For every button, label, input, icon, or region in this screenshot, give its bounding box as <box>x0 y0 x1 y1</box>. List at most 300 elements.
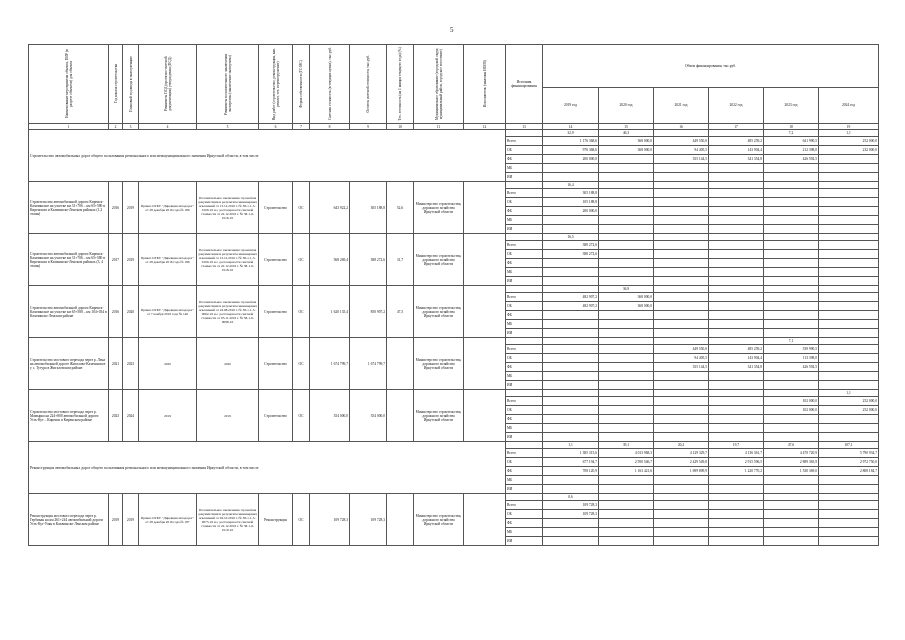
percent-row <box>29 494 879 501</box>
expertise-details: 2020 <box>197 338 259 390</box>
column-number: 5 <box>197 124 259 130</box>
funding-value: 368 000,0 <box>599 302 654 311</box>
funding-source: МБ <box>506 164 543 173</box>
page-number: 5 <box>450 26 454 34</box>
percent-cell <box>654 130 709 137</box>
percent-cell: 1,1 <box>819 390 879 397</box>
funding-value: 341 354,8 <box>709 155 764 164</box>
percent-cell <box>764 234 819 241</box>
funding-value <box>654 241 709 250</box>
funding-value <box>764 320 819 329</box>
funding-value <box>709 406 764 415</box>
funding-value: 102 000,0 <box>764 397 819 406</box>
funding-value <box>764 302 819 311</box>
funding-value: 1 385 315,6 <box>543 449 599 458</box>
funding-title: Объем финансирования, тыс.руб. <box>543 45 879 88</box>
funding-value <box>764 268 819 277</box>
funding-value <box>709 198 764 207</box>
remaining-cost: 305 188,8 <box>350 182 387 234</box>
funding-value <box>819 311 879 320</box>
funding-source: ОБ <box>506 302 543 311</box>
remaining-cost: 850 907,2 <box>350 286 387 338</box>
funding-value <box>654 485 709 494</box>
funding-value: 109 728,3 <box>543 510 599 519</box>
funding-value: 212 398,0 <box>764 146 819 155</box>
work-type: Строительство <box>259 338 293 390</box>
percent-cell: 107,1 <box>819 442 879 449</box>
percent-cell <box>654 286 709 293</box>
funding-value: 1 530 369,0 <box>764 467 819 476</box>
funding-source: ИИ <box>506 329 543 338</box>
percent-cell: 39,1 <box>599 442 654 449</box>
funding-value <box>543 320 599 329</box>
funding-source: ИИ <box>506 173 543 182</box>
remaining-cost: 109 728,3 <box>350 494 387 546</box>
funding-value: 143 904,4 <box>709 146 764 155</box>
funding-value <box>654 302 709 311</box>
funding-value <box>654 207 709 216</box>
funding-value <box>654 537 709 546</box>
percent-row <box>29 442 879 449</box>
funding-value: 368 000,0 <box>599 146 654 155</box>
funding-value <box>819 225 879 234</box>
funding-value <box>543 173 599 182</box>
funding-source: МБ <box>506 424 543 433</box>
funding-value <box>599 329 654 338</box>
funding-value <box>654 501 709 510</box>
ownership: ОС <box>293 286 310 338</box>
funding-value <box>599 277 654 286</box>
funding-value <box>599 268 654 277</box>
funding-value <box>764 519 819 528</box>
municipality <box>464 182 506 234</box>
funding-source: Всего <box>506 241 543 250</box>
funding-value <box>654 250 709 259</box>
funding-source: ФБ <box>506 519 543 528</box>
funding-source: ОБ <box>506 198 543 207</box>
funding-source: ФБ <box>506 311 543 320</box>
funding-value <box>543 268 599 277</box>
start-year: 2016 <box>109 182 123 234</box>
funding-value <box>709 501 764 510</box>
funding-value <box>819 510 879 519</box>
column-number: 4 <box>139 124 197 130</box>
funding-value <box>543 406 599 415</box>
readiness <box>387 494 414 546</box>
funding-value: 5 790 934,7 <box>819 449 879 458</box>
section-title: Реконструкция автомобильных дорог общего пользования регионального или межмуниципального значения Иркутской области, в том числе <box>29 442 506 494</box>
funding-value <box>709 381 764 390</box>
column-number: 8 <box>310 124 350 130</box>
funding-value <box>819 164 879 173</box>
funding-value <box>543 164 599 173</box>
funding-value <box>709 189 764 198</box>
funding-value <box>764 225 819 234</box>
header-col5: Реквизиты положительного заключения экспертизы (заключение экспертизы) <box>197 45 259 124</box>
funding-value <box>654 293 709 302</box>
executor: Министерство строительства, дорожного хозяйства Иркутской области <box>414 390 464 442</box>
funding-value <box>764 528 819 537</box>
funding-value <box>543 476 599 485</box>
end-year: 2019 <box>123 234 139 286</box>
funding-source: ФБ <box>506 155 543 164</box>
funding-value <box>654 519 709 528</box>
year-header: 2024 год <box>819 87 879 123</box>
funding-value: 4 470 720,9 <box>764 449 819 458</box>
year-header: 2022 год <box>709 87 764 123</box>
funding-value: 1 163 421,6 <box>599 467 654 476</box>
estimated-cost: 568 269,4 <box>310 234 350 286</box>
funding-value <box>819 302 879 311</box>
header-col3: Плановый год ввода в эксплуатацию <box>123 45 139 124</box>
funding-value <box>599 354 654 363</box>
funding-value: 2 808 184,7 <box>819 467 879 476</box>
funding-source: ФБ <box>506 363 543 372</box>
funding-value <box>819 424 879 433</box>
funding-value: 305 188,8 <box>543 189 599 198</box>
funding-value <box>599 424 654 433</box>
funding-value <box>709 519 764 528</box>
percent-cell <box>599 234 654 241</box>
funding-source: МБ <box>506 216 543 225</box>
funding-value <box>819 485 879 494</box>
start-year: 2021 <box>109 338 123 390</box>
remaining-cost: 354 000,0 <box>350 390 387 442</box>
funding-value: 113 398,0 <box>764 354 819 363</box>
funding-source: ИИ <box>506 381 543 390</box>
funding-value <box>819 519 879 528</box>
readiness: 31,7 <box>387 234 414 286</box>
funding-source: ФБ <box>506 207 543 216</box>
funding-value <box>709 329 764 338</box>
funding-value <box>764 329 819 338</box>
funding-source: ИИ <box>506 485 543 494</box>
funding-value <box>599 241 654 250</box>
funding-value <box>709 528 764 537</box>
funding-value <box>819 372 879 381</box>
percent-row <box>29 338 879 345</box>
funding-value: 105 188,8 <box>543 198 599 207</box>
funding-value: 482 907,2 <box>543 302 599 311</box>
funding-value <box>543 216 599 225</box>
funding-value <box>709 164 764 173</box>
column-number: 18 <box>764 124 819 130</box>
column-number: 10 <box>387 124 414 130</box>
header-col10: Тех. готовность (на 1 января текущего года) (%) <box>387 45 414 124</box>
percent-cell <box>654 390 709 397</box>
funding-value <box>819 189 879 198</box>
estimated-cost: 354 000,0 <box>310 390 350 442</box>
source-blank <box>506 442 543 449</box>
funding-value <box>709 216 764 225</box>
funding-value <box>599 485 654 494</box>
start-year: 2017 <box>109 234 123 286</box>
municipality <box>464 494 506 546</box>
funding-value <box>819 207 879 216</box>
percent-row <box>29 182 879 189</box>
percent-cell: 19,7 <box>709 442 764 449</box>
funding-value <box>599 311 654 320</box>
funding-value <box>819 277 879 286</box>
funding-value <box>764 415 819 424</box>
funding-value <box>543 329 599 338</box>
remaining-cost: 1 674 799,7 <box>350 338 387 390</box>
funding-value <box>764 277 819 286</box>
funding-value: 355 144,5 <box>654 155 709 164</box>
funding-value <box>654 189 709 198</box>
psd-details: Приказ ОГКУ "Дирекция автодорог" от 7 ноября 2016 года № 146 <box>139 286 197 338</box>
expertise-details: Положительное заключение: проектная документация и результаты инженерных изысканий от 13.12.2016 г. № 38-1-1-3-0109-16 и о достоверности сметной стоимости от 22.12.2016 г. № 38-1-6-0116-16 <box>197 182 259 234</box>
funding-value: 388 272,6 <box>543 250 599 259</box>
end-year: 2020 <box>123 286 139 338</box>
funding-value <box>654 173 709 182</box>
funding-value: 94 405,5 <box>654 146 709 155</box>
funding-value <box>543 519 599 528</box>
percent-cell <box>709 234 764 241</box>
funding-value <box>819 476 879 485</box>
funding-value <box>819 198 879 207</box>
funding-value <box>599 381 654 390</box>
column-number: 15 <box>599 124 654 130</box>
funding-value: 102 000,0 <box>764 406 819 415</box>
municipality <box>464 286 506 338</box>
funding-value <box>819 433 879 442</box>
executor: Министерство строительства, дорожного хозяйства Иркутской области <box>414 182 464 234</box>
source-blank <box>506 130 543 137</box>
work-type: Строительство <box>259 182 293 234</box>
column-number: 13 <box>506 124 543 130</box>
estimated-cost: 643 922,2 <box>310 182 350 234</box>
readiness <box>387 338 414 390</box>
funding-value: 2 889 365,9 <box>764 458 819 467</box>
funding-source: Всего <box>506 293 543 302</box>
source-blank <box>506 494 543 501</box>
funding-value <box>599 164 654 173</box>
object-name: Реконструкция мостового перехода через р. Гербикан на км 261+244 автомобильной дороги Усть-Кут-Уоян в Казачинско-Ленском районе <box>29 494 109 546</box>
percent-cell: 0,6 <box>543 494 599 501</box>
funding-source: ОБ <box>506 354 543 363</box>
work-type: Реконструкция <box>259 494 293 546</box>
funding-value <box>709 259 764 268</box>
funding-value <box>599 433 654 442</box>
funding-value <box>709 510 764 519</box>
funding-source: ОБ <box>506 406 543 415</box>
funding-value <box>599 207 654 216</box>
funding-value <box>764 207 819 216</box>
percent-cell <box>654 338 709 345</box>
source-blank <box>506 390 543 397</box>
expertise-details: Положительное заключение: проектная документация и результаты инженерных изысканий от 04.10.2016 г. № 38-1-1-3-0075-16 и о достоверности сметной стоимости от 22.12.2016 г. № 38-1-6-0119-16 <box>197 494 259 546</box>
funding-value: 200 000,0 <box>543 207 599 216</box>
section-title: Строительство автомобильных дорог общего пользования регионального или межмуниципального значения Иркутской области, в том числе <box>29 130 506 182</box>
ownership: ОС <box>293 234 310 286</box>
funding-value <box>709 485 764 494</box>
funding-value <box>543 345 599 354</box>
municipality <box>464 390 506 442</box>
funding-value: 355 144,5 <box>654 363 709 372</box>
funding-value <box>543 259 599 268</box>
funding-value <box>819 268 879 277</box>
funding-value <box>654 164 709 173</box>
percent-cell <box>709 390 764 397</box>
funding-value <box>599 173 654 182</box>
funding-value <box>599 372 654 381</box>
percent-cell: 1,1 <box>543 442 599 449</box>
funding-value <box>819 173 879 182</box>
percent-cell: 36,9 <box>599 286 654 293</box>
funding-value <box>709 277 764 286</box>
funding-value <box>709 293 764 302</box>
funding-source: ОБ <box>506 458 543 467</box>
funding-value: 200 000,0 <box>543 155 599 164</box>
funding-value <box>819 216 879 225</box>
executor: Министерство строительства, дорожного хозяйства Иркутской области <box>414 494 464 546</box>
funding-source: Всего <box>506 137 543 146</box>
object-name: Строительство автомобильной дороги Киренск-Казачинское на участке км 31+706 – км 65+580 в Киренском и Казачинско-Ленском районах (1,2 этапы) <box>29 182 109 234</box>
funding-value <box>819 241 879 250</box>
funding-value: 2 950 546,7 <box>599 458 654 467</box>
percent-row <box>29 130 879 137</box>
funding-value <box>709 225 764 234</box>
funding-source: ИИ <box>506 537 543 546</box>
funding-value <box>599 519 654 528</box>
psd-details: 2019 <box>139 390 197 442</box>
start-year: 2016 <box>109 286 123 338</box>
estimated-cost: 1 620 135,4 <box>310 286 350 338</box>
readiness: 47,5 <box>387 286 414 338</box>
remaining-cost: 388 272,6 <box>350 234 387 286</box>
header-col9: Остаток сметной стоимости, тыс.руб. <box>350 45 387 124</box>
estimated-cost: 109 728,3 <box>310 494 350 546</box>
expertise-details: Положительное заключение: проектная документация и результаты инженерных изысканий от 13.12.2016 г. № 38-1-1-3-0109-16 и о достоверности сметной стоимости от 22.12.2016 г. № 38-1-6-0118-16 <box>197 234 259 286</box>
percent-cell <box>764 286 819 293</box>
funding-value <box>599 198 654 207</box>
percent-row <box>29 234 879 241</box>
header-col2: Год начала строительства <box>109 45 123 124</box>
funding-value <box>599 216 654 225</box>
funding-value <box>654 397 709 406</box>
funding-value: 485 259,2 <box>709 345 764 354</box>
percent-cell <box>709 286 764 293</box>
column-number: 14 <box>543 124 599 130</box>
funding-value <box>599 501 654 510</box>
object-name: Строительство мостового перехода через р. Мамырка на 224+800 автомобильной дороги Усть-Кут – Киренск в Киренском районе <box>29 390 109 442</box>
municipality <box>464 338 506 390</box>
funding-source: МБ <box>506 476 543 485</box>
funding-value: 368 000,0 <box>599 293 654 302</box>
funding-value <box>709 302 764 311</box>
start-year: 2023 <box>109 390 123 442</box>
funding-value <box>599 397 654 406</box>
end-year: 2023 <box>123 338 139 390</box>
funding-value <box>709 241 764 250</box>
funding-value <box>599 476 654 485</box>
funding-value <box>599 528 654 537</box>
column-number: 1 <box>29 124 109 130</box>
funding-value <box>599 189 654 198</box>
funding-value <box>543 415 599 424</box>
funding-value <box>764 501 819 510</box>
funding-value <box>599 320 654 329</box>
work-type: Строительство <box>259 234 293 286</box>
funding-value: 449 550,0 <box>654 345 709 354</box>
funding-value: 539 990,5 <box>764 345 819 354</box>
funding-value: 252 000,0 <box>819 406 879 415</box>
funding-value <box>764 381 819 390</box>
funding-source: ФБ <box>506 259 543 268</box>
funding-value: 641 990,5 <box>764 137 819 146</box>
executor: Министерство строительства, дорожного хозяйства Иркутской области <box>414 338 464 390</box>
funding-source: Всего <box>506 189 543 198</box>
funding-value <box>654 433 709 442</box>
percent-row <box>29 286 879 293</box>
funding-value <box>764 510 819 519</box>
source-blank <box>506 182 543 189</box>
year-header: 2021 год <box>654 87 709 123</box>
funding-value <box>599 250 654 259</box>
funding-value <box>764 293 819 302</box>
funding-value <box>599 345 654 354</box>
funding-value <box>764 250 819 259</box>
funding-value: 109 728,3 <box>543 501 599 510</box>
funding-source: Всего <box>506 345 543 354</box>
funding-value <box>819 250 879 259</box>
funding-source: ОБ <box>506 510 543 519</box>
header-col13: Источник финансирования <box>506 45 543 124</box>
header-col8: Сметная стоимость (в текущих ценах), тыс.руб. <box>310 45 350 124</box>
funding-value: 1 220 770,2 <box>709 467 764 476</box>
funding-value <box>709 173 764 182</box>
end-year: 2019 <box>123 182 139 234</box>
psd-details: 2020 <box>139 338 197 390</box>
funding-value <box>654 268 709 277</box>
funding-value <box>819 259 879 268</box>
funding-value: 143 904,4 <box>709 354 764 363</box>
funding-value <box>764 537 819 546</box>
funding-source: ИИ <box>506 433 543 442</box>
funding-value: 4 136 361,7 <box>709 449 764 458</box>
funding-value <box>599 537 654 546</box>
funding-value: 677 194,7 <box>543 458 599 467</box>
column-number: 17 <box>709 124 764 130</box>
funding-value <box>819 345 879 354</box>
source-blank <box>506 234 543 241</box>
funding-value <box>819 381 879 390</box>
funding-value <box>764 198 819 207</box>
start-year: 2019 <box>109 494 123 546</box>
funding-source: МБ <box>506 268 543 277</box>
funding-value: 388 272,6 <box>543 241 599 250</box>
funding-value <box>654 415 709 424</box>
funding-value <box>819 528 879 537</box>
funding-value <box>764 216 819 225</box>
percent-cell <box>819 182 879 189</box>
funding-value: 1 699 809,9 <box>654 467 709 476</box>
percent-cell <box>709 494 764 501</box>
percent-cell <box>764 494 819 501</box>
funding-source: Всего <box>506 501 543 510</box>
funding-source: Всего <box>506 449 543 458</box>
expertise-details: 2019 <box>197 390 259 442</box>
funding-value <box>709 415 764 424</box>
percent-cell: 46,3 <box>599 130 654 137</box>
source-blank <box>506 286 543 293</box>
percent-cell: 20,2 <box>654 442 709 449</box>
percent-cell <box>709 338 764 345</box>
percent-cell <box>599 182 654 189</box>
funding-value <box>654 198 709 207</box>
percent-cell <box>599 390 654 397</box>
